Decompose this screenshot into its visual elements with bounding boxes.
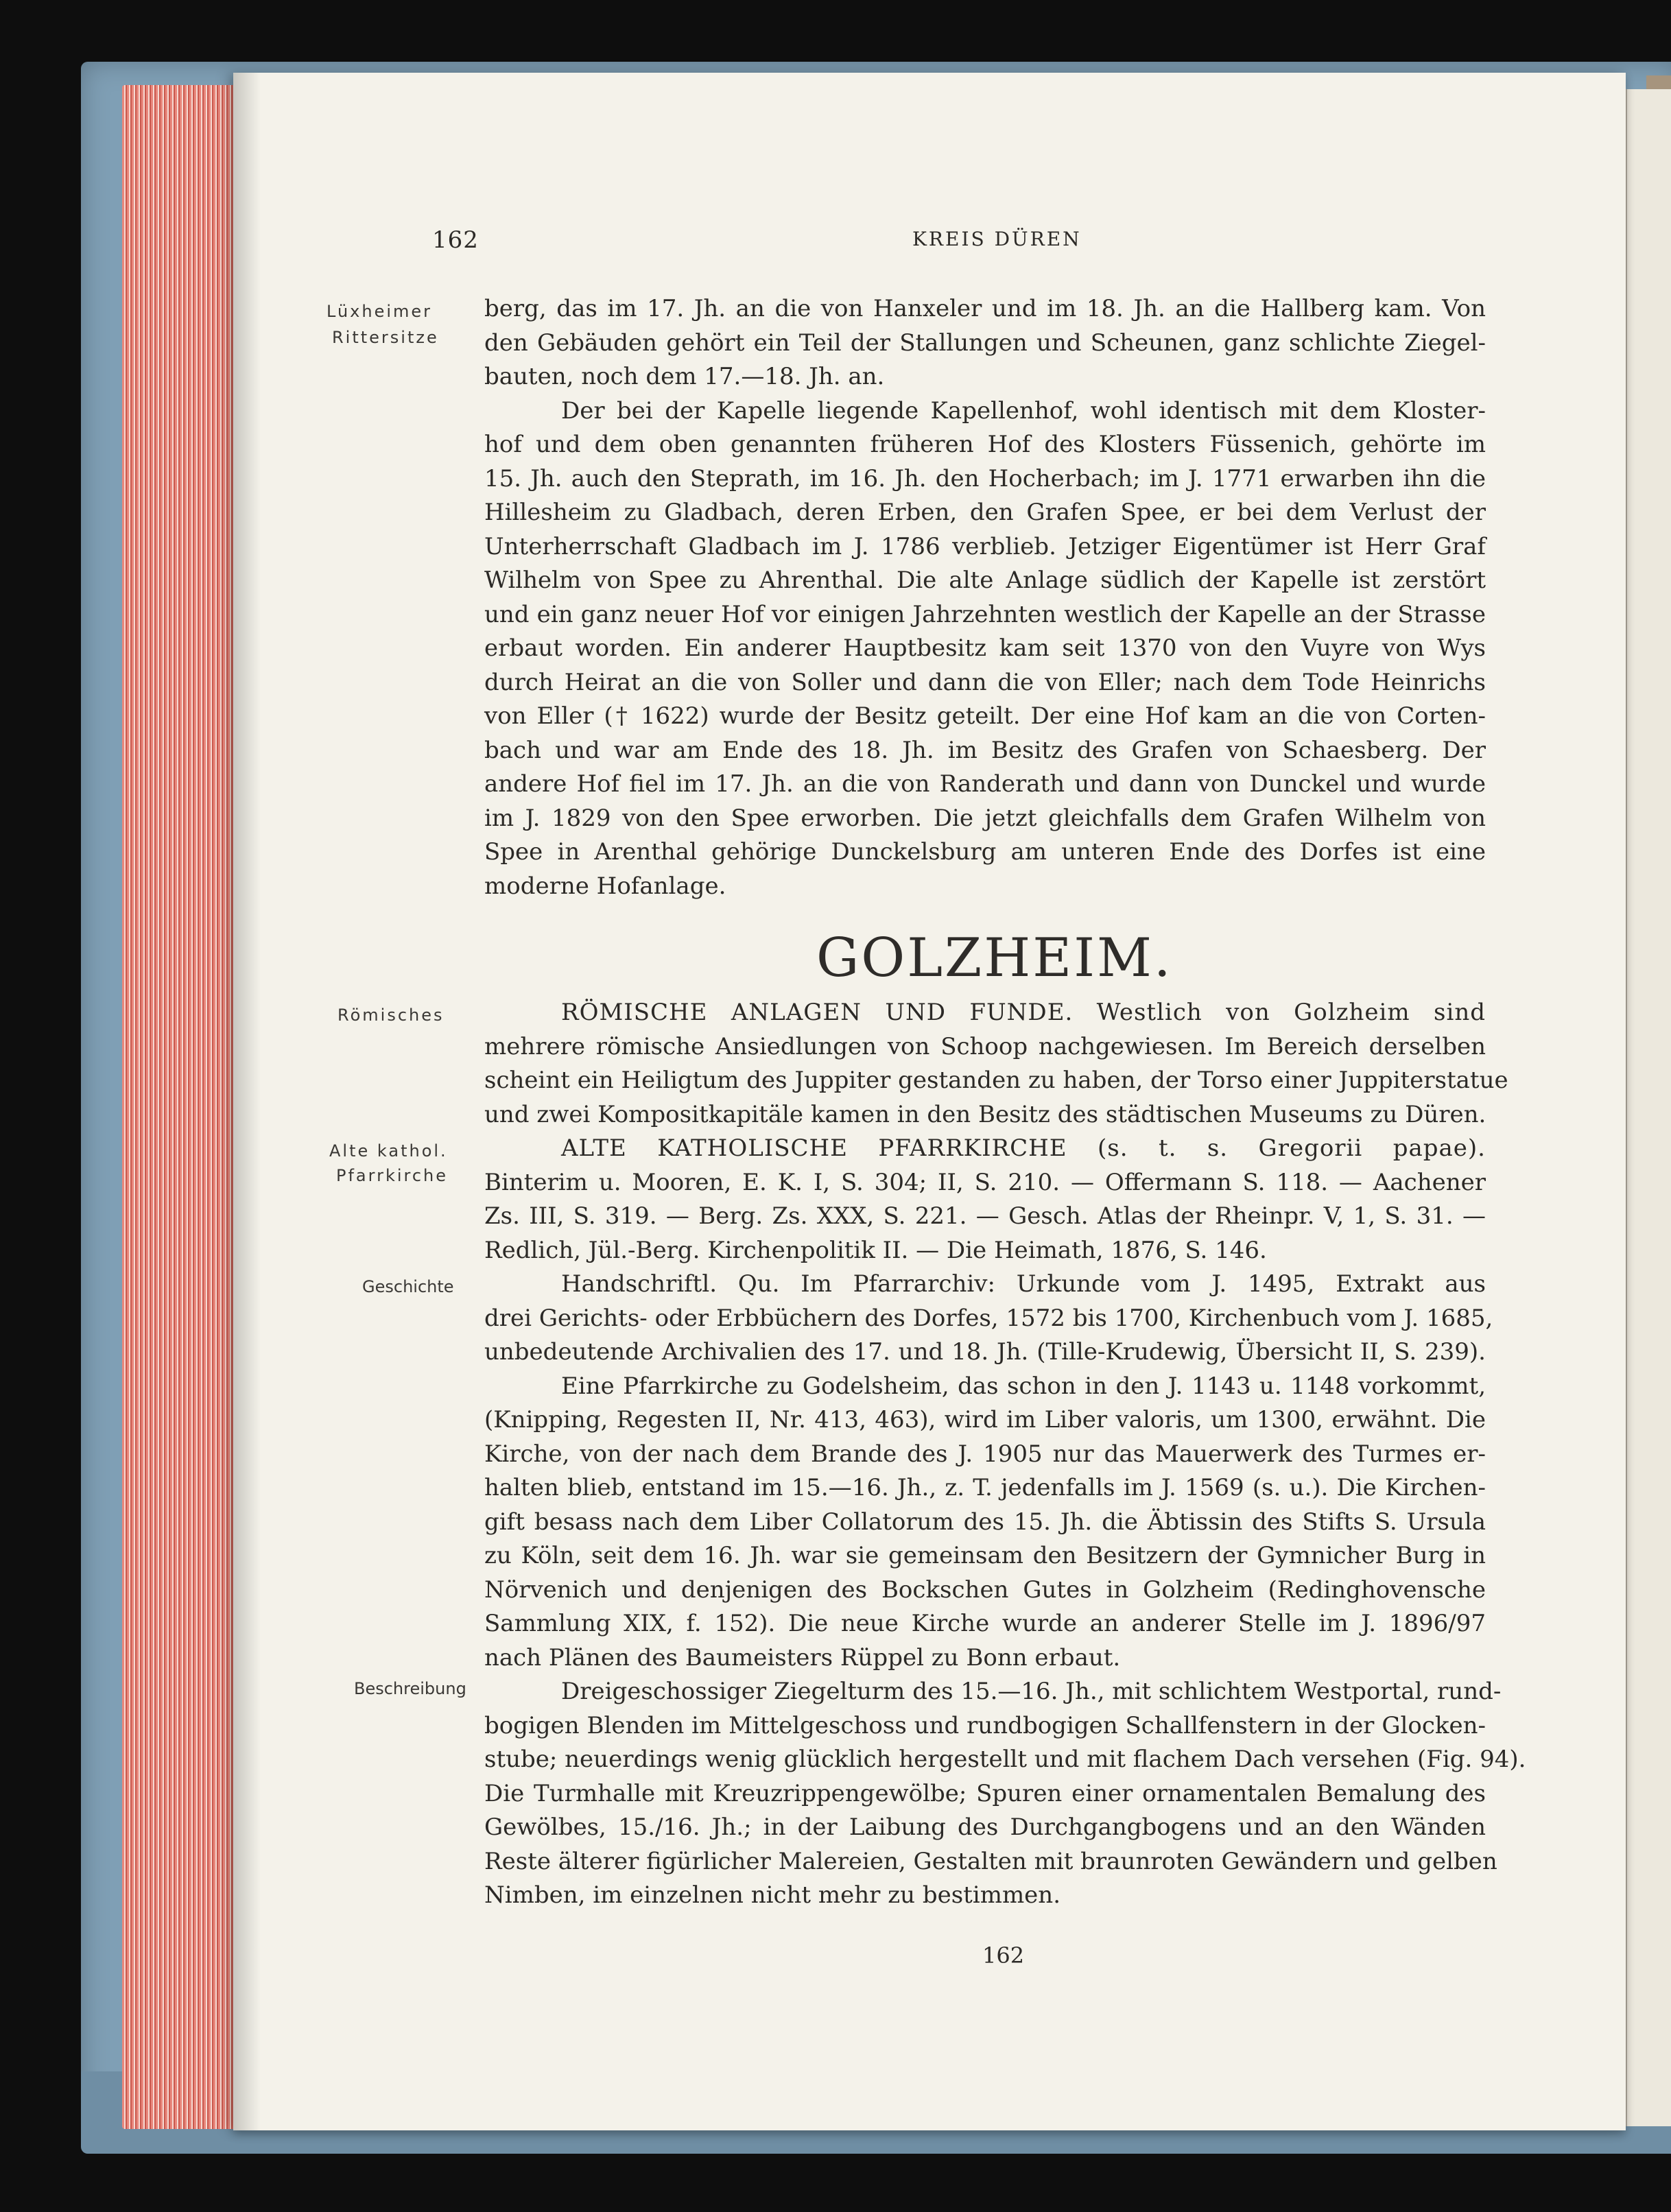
text-line: bach und war am Ende des 18. Jh. im Besitz des Grafen von Schaesberg. Der xyxy=(484,736,1486,764)
text-line: moderne Hofanlage. xyxy=(484,872,726,900)
text-line: ALTE KATHOLISCHE PFARRKIRCHE (s. t. s. Gregorii papae). xyxy=(561,1134,1486,1162)
facing-page-edge xyxy=(1626,89,1671,2126)
page-fold-shadow xyxy=(233,73,261,2130)
margin-note-rittersitze: Rittersitze xyxy=(332,328,439,347)
margin-note-roemisches: Römisches xyxy=(337,1006,445,1025)
text-line: nach Plänen des Baumeisters Rüppel zu Bonn erbaut. xyxy=(484,1643,1121,1672)
text-line: Kirche, von der nach dem Brande des J. 1905 nur das Mauerwerk des Turmes er- xyxy=(484,1440,1486,1468)
margin-note-luexheimer: Lüxheimer xyxy=(327,302,433,321)
text-line: Redlich, Jül.-Berg. Kirchenpolitik II. — Die Heimath, 1876, S. 146. xyxy=(484,1236,1267,1264)
text-line: Sammlung XIX, f. 152). Die neue Kirche wurde an anderer Stelle im J. 1896/97 xyxy=(484,1610,1486,1637)
text-line: und zwei Kompositkapitäle kamen in den Besitz des städtischen Museums zu Düren. xyxy=(484,1100,1486,1128)
section-luexheim-text xyxy=(484,292,1486,903)
text-line: erbaut worden. Ein anderer Hauptbesitz kam seit 1370 von den Vuyre von Wys xyxy=(484,634,1486,662)
text-line: halten blieb, entstand im 15.—16. Jh., z. T. jedenfalls im J. 1569 (s. u.). Die Kirchen- xyxy=(484,1474,1486,1501)
text-line: Wilhelm von Spee zu Ahrenthal. Die alte Anlage südlich der Kapelle ist zerstört xyxy=(484,567,1486,594)
text-line: Handschriftl. Qu. Im Pfarrarchiv: Urkunde vom J. 1495, Extrakt aus xyxy=(561,1270,1486,1298)
text-line: bauten, noch dem 17.—18. Jh. an. xyxy=(484,363,885,390)
text-line: zu Köln, seit dem 16. Jh. war sie gemeinsam den Besitzern der Gymnicher Burg in xyxy=(484,1542,1486,1569)
text-line: von Eller († 1622) wurde der Besitz geteilt. Der eine Hof kam an die von Corten- xyxy=(484,702,1486,730)
text-line: 15. Jh. auch den Steprath, im 16. Jh. den Hocherbach; im J. 1771 erwarben ihn die xyxy=(484,464,1486,492)
text-line: Dreigeschossiger Ziegelturm des 15.—16. Jh., mit schlichtem Westportal, rund- xyxy=(561,1678,1502,1705)
text-line: den Gebäuden gehört ein Teil der Stallungen und Scheunen, ganz schlichte Ziegel- xyxy=(484,329,1486,357)
text-line: scheint ein Heiligtum des Juppiter gestanden zu haben, der Torso einer Juppiterstatue xyxy=(484,1067,1508,1094)
text-line: Spee in Arenthal gehörige Dunckelsburg am unteren Ende des Dorfes ist eine xyxy=(484,838,1486,866)
text-line: Reste älterer figürlicher Malereien, Gestalten mit braunroten Gewändern und gelben xyxy=(484,1847,1497,1875)
section-heading-golzheim: GOLZHEIM. xyxy=(816,927,1173,989)
text-line: Hillesheim zu Gladbach, deren Erben, den Grafen Spee, er bei dem Verlust der xyxy=(484,499,1486,526)
text-line: berg, das im 17. Jh. an die von Hanxeler und im 18. Jh. an die Hallberg kam. Von xyxy=(484,295,1486,322)
text-line: durch Heirat an die von Soller und dann die von Eller; nach dem Tode Heinrichs xyxy=(484,668,1486,696)
text-line: (Knipping, Regesten II, Nr. 413, 463), wird im Liber valoris, um 1300, erwähnt. Die xyxy=(484,1406,1486,1434)
footer-page-number: 162 xyxy=(982,1942,1025,1969)
text-line: stube; neuerdings wenig glücklich hergestellt und mit flachem Dach versehen (Fig. 94). xyxy=(484,1746,1526,1773)
margin-note-geschichte: Geschichte xyxy=(362,1277,454,1296)
running-title: KREIS DÜREN xyxy=(912,228,1082,250)
text-line: Nörvenich und denjenigen des Bockschen Gutes in Golzheim (Redinghovensche xyxy=(484,1575,1486,1604)
text-line: und ein ganz neuer Hof vor einigen Jahrzehnten westlich der Kapelle an der Strasse xyxy=(484,600,1486,628)
text-line: Binterim u. Mooren, E. K. I, S. 304; II, S. 210. — Offermann S. 118. — Aachener xyxy=(484,1168,1486,1196)
text-line: Die Turmhalle mit Kreuzrippengewölbe; Spuren einer ornamentalen Bemalung des xyxy=(484,1779,1486,1807)
text-line: andere Hof fiel im 17. Jh. an die von Randerath und dann von Dunckel und wurde xyxy=(484,770,1486,798)
text-line: hof und dem oben genannten früheren Hof des Klosters Füssenich, gehörte im xyxy=(484,431,1486,458)
text-line: Nimben, im einzelnen nicht mehr zu bestimmen. xyxy=(484,1881,1061,1909)
text-line: unbedeutende Archivalien des 17. und 18. Jh. (Tille-Krudewig, Übersicht II, S. 239). xyxy=(484,1338,1486,1366)
text-line: drei Gerichts- oder Erbbüchern des Dorfes, 1572 bis 1700, Kirchenbuch vom J. 1685, xyxy=(484,1304,1493,1332)
text-line: gift besass nach dem Liber Collatorum des 15. Jh. die Äbtissin des Stifts S. Ursula xyxy=(484,1508,1486,1536)
text-line: Der bei der Kapelle liegende Kapellenhof, wohl identisch mit dem Kloster- xyxy=(561,396,1486,425)
margin-note-beschreibung: Beschreibung xyxy=(354,1679,466,1698)
section-golzheim-text xyxy=(484,996,1526,1913)
text-line: im J. 1829 von den Spee erworben. Die jetzt gleichfalls dem Grafen Wilhelm von xyxy=(484,804,1486,832)
text-line: bogigen Blenden im Mittelgeschoss und rundbogigen Schallfenstern in der Glocken- xyxy=(484,1711,1486,1739)
text-line: Gewölbes, 15./16. Jh.; in der Laibung des Durchgangbogens und an den Wänden xyxy=(484,1813,1486,1841)
text-line: Eine Pfarrkirche zu Godelsheim, das schon in den J. 1143 u. 1148 vorkommt, xyxy=(561,1372,1486,1400)
text-line: Unterherrschaft Gladbach im J. 1786 verblieb. Jetziger Eigentümer ist Herr Graf xyxy=(484,532,1486,560)
text-line: mehrere römische Ansiedlungen von Schoop nachgewiesen. Im Bereich derselben xyxy=(484,1032,1486,1060)
margin-note-alte-kathol: Alte kathol. xyxy=(329,1141,448,1161)
text-line: Zs. III, S. 319. — Berg. Zs. XXX, S. 221. — Gesch. Atlas der Rheinpr. V, 1, S. 31. — xyxy=(484,1202,1486,1230)
header-page-number: 162 xyxy=(432,226,479,254)
margin-note-pfarrkirche: Pfarrkirche xyxy=(336,1166,449,1185)
text-line: RÖMISCHE ANLAGEN UND FUNDE. Westlich von Golzheim sind xyxy=(561,999,1486,1026)
